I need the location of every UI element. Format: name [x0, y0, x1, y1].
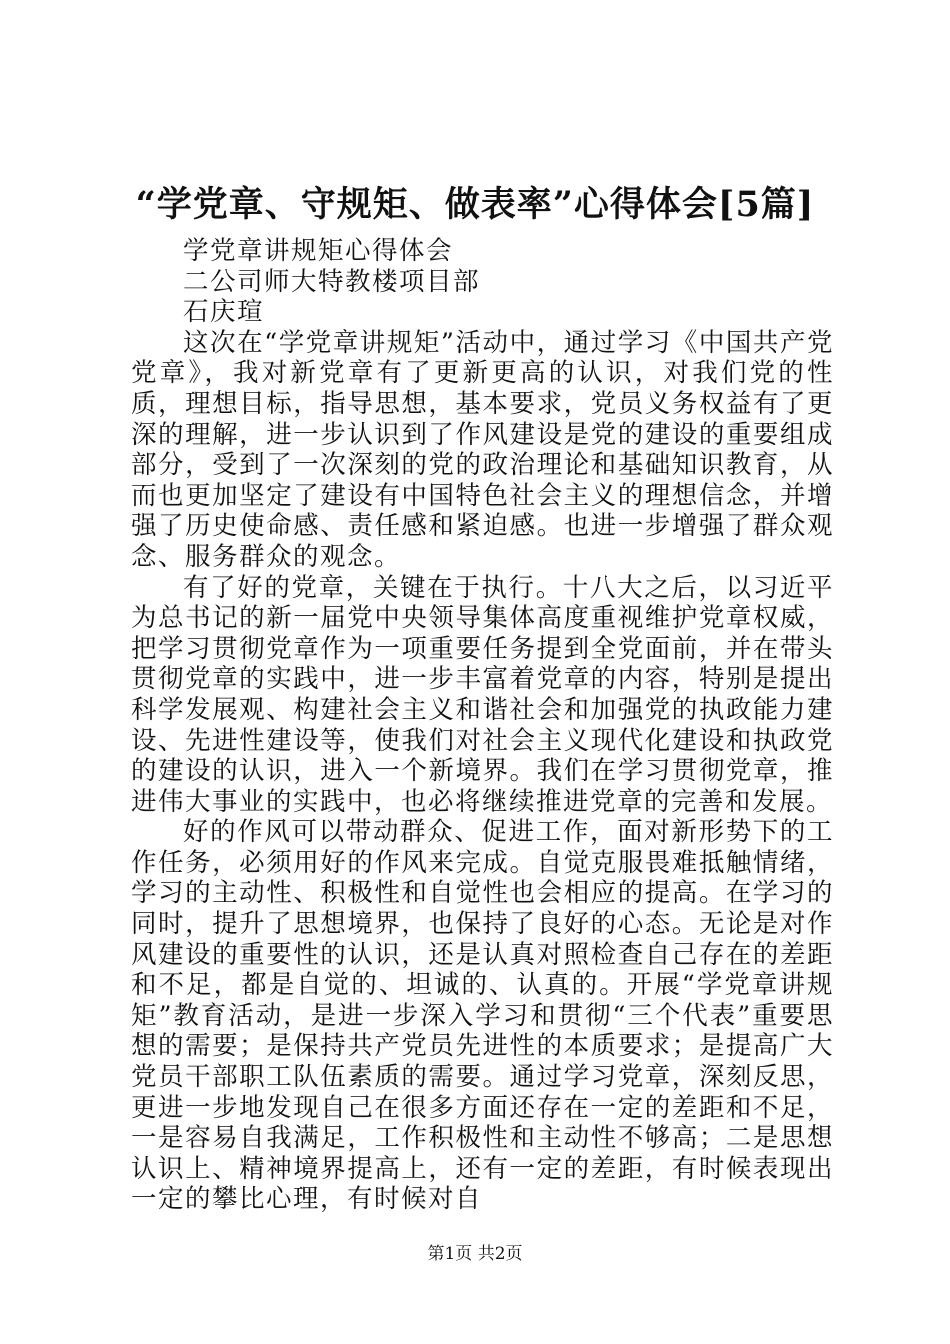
body-paragraph: 好的作风可以带动群众、促进工作，面对新形势下的工作任务，必须用好的作风来完成。自觉克服畏难抵触情绪，学习的主动性、积极性和自觉性也会相应的提高。在学习的同时，提升了思想境界，也保持了良好的心态。无论是对作风建设的重要性的认识，还是认真对照检查自己存在的差距和不足，都是自觉的、坦诚的、认真的。开展“学党章讲规矩”教育活动，是进一步深入学习和贯彻“三个代表”重要思想的需要；是保持共产党员先进性的本质要求；是提高广大党员干部职工队伍素质的需要。通过学习党章，深刻反思，更进一步地发现自己在很多方面还存在一定的差距和不足，一是容易自我满足，工作积极性和主动性不够高；二是思想认识上、精神境界提高上，还有一定的差距，有时候表现出一定的攀比心理，有时候对自: [131, 817, 834, 1215]
body-paragraph: 这次在“学党章讲规矩”活动中，通过学习《中国共产党党章》，我对新党章有了更新更高的认识，对我们党的性质，理想目标，指导思想，基本要求，党员义务权益有了更深的理解，进一步认识到了作风建设是党的建设的重要组成部分，受到了一次深刻的党的政治理论和基础知识教育，从而也更加坚定了建设有中国特色社会主义的理想信念，并增强了历史使命感、责任感和紧迫感。也进一步增强了群众观念、服务群众的观念。: [131, 327, 834, 572]
document-department: 二公司师大特教楼项目部: [183, 266, 481, 297]
document-body: [131, 236, 834, 1215]
page-number-footer: 第1页 共2页: [427, 1244, 523, 1264]
body-paragraph: 有了好的党章，关键在于执行。十八大之后，以习近平为总书记的新一届党中央领导集体高度重视维护党章权威，把学习贯彻党章作为一项重要任务提到全党面前，并在带头贯彻党章的实践中，进一步丰富着党章的内容，特别是提出科学发展观、构建社会主义和谐社会和加强党的执政能力建设、先进性建设等，使我们对社会主义现代化建设和执政党的建设的认识，进入一个新境界。我们在学习贯彻党章，推进伟大事业的实践中，也必将继续推进党章的完善和发展。: [131, 572, 834, 817]
document-title: “学党章、守规矩、做表率”心得体会[5篇]: [135, 184, 815, 225]
document-author: 石庆瑄: [183, 297, 265, 328]
document-subtitle: 学党章讲规矩心得体会: [183, 236, 454, 266]
